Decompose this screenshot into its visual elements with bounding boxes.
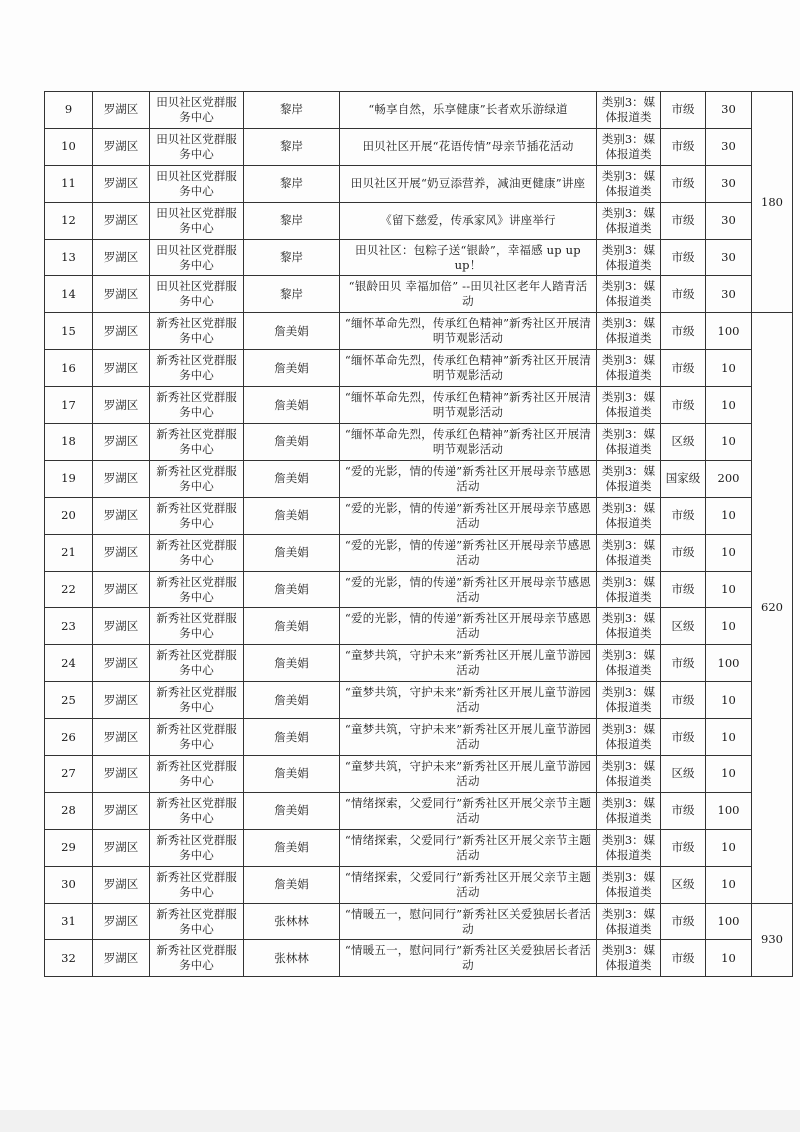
score-cell: 10 bbox=[706, 497, 752, 534]
category-cell: 类别3：媒体报道类 bbox=[597, 387, 661, 424]
row-number: 30 bbox=[45, 866, 93, 903]
district-cell: 罗湖区 bbox=[93, 128, 150, 165]
category-cell: 类别3：媒体报道类 bbox=[597, 608, 661, 645]
category-cell: 类别3：媒体报道类 bbox=[597, 792, 661, 829]
district-cell: 罗湖区 bbox=[93, 276, 150, 313]
table-row bbox=[45, 387, 793, 424]
contact-person-cell: 詹美娟 bbox=[244, 792, 340, 829]
district-cell: 罗湖区 bbox=[93, 497, 150, 534]
district-cell: 罗湖区 bbox=[93, 792, 150, 829]
row-number: 10 bbox=[45, 128, 93, 165]
row-number: 29 bbox=[45, 829, 93, 866]
level-cell: 市级 bbox=[661, 202, 706, 239]
activity-title-cell: 田贝社区开展“花语传情”母亲节插花活动 bbox=[340, 128, 597, 165]
contact-person-cell: 詹美娟 bbox=[244, 387, 340, 424]
organization-cell: 新秀社区党群服务中心 bbox=[150, 903, 244, 940]
score-cell: 100 bbox=[706, 903, 752, 940]
category-cell: 类别3：媒体报道类 bbox=[597, 645, 661, 682]
score-cell: 10 bbox=[706, 571, 752, 608]
district-cell: 罗湖区 bbox=[93, 424, 150, 461]
activity-title-cell: “爱的光影，情的传递”新秀社区开展母亲节感恩活动 bbox=[340, 534, 597, 571]
row-number: 31 bbox=[45, 903, 93, 940]
level-cell: 市级 bbox=[661, 571, 706, 608]
district-cell: 罗湖区 bbox=[93, 350, 150, 387]
organization-cell: 新秀社区党群服务中心 bbox=[150, 350, 244, 387]
row-number: 21 bbox=[45, 534, 93, 571]
activity-title-cell: “情绪探索，父爱同行”新秀社区开展父亲节主题活动 bbox=[340, 829, 597, 866]
district-cell: 罗湖区 bbox=[93, 645, 150, 682]
organization-cell: 新秀社区党群服务中心 bbox=[150, 645, 244, 682]
category-cell: 类别3：媒体报道类 bbox=[597, 829, 661, 866]
table-row bbox=[45, 313, 793, 350]
district-cell: 罗湖区 bbox=[93, 829, 150, 866]
level-cell: 市级 bbox=[661, 276, 706, 313]
table-row bbox=[45, 756, 793, 793]
district-cell: 罗湖区 bbox=[93, 460, 150, 497]
organization-cell: 田贝社区党群服务中心 bbox=[150, 128, 244, 165]
table-row bbox=[45, 460, 793, 497]
organization-cell: 新秀社区党群服务中心 bbox=[150, 940, 244, 977]
row-number: 17 bbox=[45, 387, 93, 424]
district-cell: 罗湖区 bbox=[93, 165, 150, 202]
level-cell: 市级 bbox=[661, 940, 706, 977]
score-cell: 30 bbox=[706, 202, 752, 239]
group-total-cell: 620 bbox=[752, 313, 793, 903]
table-row bbox=[45, 829, 793, 866]
category-cell: 类别3：媒体报道类 bbox=[597, 756, 661, 793]
activity-title-cell: “爱的光影，情的传递”新秀社区开展母亲节感恩活动 bbox=[340, 571, 597, 608]
level-cell: 区级 bbox=[661, 424, 706, 461]
score-cell: 30 bbox=[706, 92, 752, 129]
contact-person-cell: 张林林 bbox=[244, 940, 340, 977]
row-number: 27 bbox=[45, 756, 93, 793]
table-row bbox=[45, 719, 793, 756]
category-cell: 类别3：媒体报道类 bbox=[597, 239, 661, 276]
organization-cell: 田贝社区党群服务中心 bbox=[150, 92, 244, 129]
activity-title-cell: “情暖五一，慰问同行”新秀社区关爱独居长者活动 bbox=[340, 940, 597, 977]
row-number: 24 bbox=[45, 645, 93, 682]
contact-person-cell: 黎岸 bbox=[244, 202, 340, 239]
contact-person-cell: 詹美娟 bbox=[244, 350, 340, 387]
table-row bbox=[45, 608, 793, 645]
level-cell: 市级 bbox=[661, 313, 706, 350]
score-cell: 30 bbox=[706, 276, 752, 313]
group-total-cell: 930 bbox=[752, 903, 793, 977]
activity-title-cell: “缅怀革命先烈，传承红色精神”新秀社区开展清明节观影活动 bbox=[340, 387, 597, 424]
district-cell: 罗湖区 bbox=[93, 571, 150, 608]
level-cell: 市级 bbox=[661, 92, 706, 129]
row-number: 20 bbox=[45, 497, 93, 534]
category-cell: 类别3：媒体报道类 bbox=[597, 92, 661, 129]
category-cell: 类别3：媒体报道类 bbox=[597, 534, 661, 571]
organization-cell: 新秀社区党群服务中心 bbox=[150, 534, 244, 571]
row-number: 16 bbox=[45, 350, 93, 387]
level-cell: 市级 bbox=[661, 497, 706, 534]
score-cell: 100 bbox=[706, 313, 752, 350]
row-number: 26 bbox=[45, 719, 93, 756]
district-cell: 罗湖区 bbox=[93, 866, 150, 903]
score-cell: 100 bbox=[706, 645, 752, 682]
row-number: 12 bbox=[45, 202, 93, 239]
table-row bbox=[45, 866, 793, 903]
level-cell: 市级 bbox=[661, 645, 706, 682]
organization-cell: 新秀社区党群服务中心 bbox=[150, 682, 244, 719]
contact-person-cell: 黎岸 bbox=[244, 239, 340, 276]
row-number: 19 bbox=[45, 460, 93, 497]
organization-cell: 新秀社区党群服务中心 bbox=[150, 424, 244, 461]
district-cell: 罗湖区 bbox=[93, 387, 150, 424]
contact-person-cell: 詹美娟 bbox=[244, 313, 340, 350]
row-number: 13 bbox=[45, 239, 93, 276]
district-cell: 罗湖区 bbox=[93, 682, 150, 719]
level-cell: 市级 bbox=[661, 829, 706, 866]
contact-person-cell: 詹美娟 bbox=[244, 682, 340, 719]
activity-title-cell: “爱的光影，情的传递”新秀社区开展母亲节感恩活动 bbox=[340, 460, 597, 497]
activity-title-cell: “童梦共筑，守护未来”新秀社区开展儿童节游园活动 bbox=[340, 719, 597, 756]
table-row bbox=[45, 571, 793, 608]
contact-person-cell: 詹美娟 bbox=[244, 424, 340, 461]
contact-person-cell: 詹美娟 bbox=[244, 460, 340, 497]
organization-cell: 新秀社区党群服务中心 bbox=[150, 571, 244, 608]
organization-cell: 新秀社区党群服务中心 bbox=[150, 497, 244, 534]
district-cell: 罗湖区 bbox=[93, 756, 150, 793]
contact-person-cell: 张林林 bbox=[244, 903, 340, 940]
level-cell: 区级 bbox=[661, 756, 706, 793]
table-row bbox=[45, 424, 793, 461]
table-row bbox=[45, 165, 793, 202]
category-cell: 类别3：媒体报道类 bbox=[597, 424, 661, 461]
score-cell: 10 bbox=[706, 756, 752, 793]
activity-title-cell: 田贝社区开展“奶豆添营养，减油更健康”讲座 bbox=[340, 165, 597, 202]
district-cell: 罗湖区 bbox=[93, 903, 150, 940]
contact-person-cell: 黎岸 bbox=[244, 92, 340, 129]
organization-cell: 新秀社区党群服务中心 bbox=[150, 313, 244, 350]
table-row bbox=[45, 92, 793, 129]
district-cell: 罗湖区 bbox=[93, 534, 150, 571]
district-cell: 罗湖区 bbox=[93, 239, 150, 276]
district-cell: 罗湖区 bbox=[93, 313, 150, 350]
row-number: 18 bbox=[45, 424, 93, 461]
row-number: 15 bbox=[45, 313, 93, 350]
table-row bbox=[45, 682, 793, 719]
score-cell: 10 bbox=[706, 424, 752, 461]
row-number: 28 bbox=[45, 792, 93, 829]
contact-person-cell: 詹美娟 bbox=[244, 497, 340, 534]
organization-cell: 新秀社区党群服务中心 bbox=[150, 460, 244, 497]
contact-person-cell: 詹美娟 bbox=[244, 719, 340, 756]
category-cell: 类别3：媒体报道类 bbox=[597, 719, 661, 756]
table-row bbox=[45, 645, 793, 682]
category-cell: 类别3：媒体报道类 bbox=[597, 682, 661, 719]
table-row bbox=[45, 792, 793, 829]
row-number: 32 bbox=[45, 940, 93, 977]
category-cell: 类别3：媒体报道类 bbox=[597, 903, 661, 940]
contact-person-cell: 黎岸 bbox=[244, 165, 340, 202]
organization-cell: 新秀社区党群服务中心 bbox=[150, 608, 244, 645]
score-cell: 30 bbox=[706, 239, 752, 276]
category-cell: 类别3：媒体报道类 bbox=[597, 350, 661, 387]
category-cell: 类别3：媒体报道类 bbox=[597, 313, 661, 350]
contact-person-cell: 詹美娟 bbox=[244, 534, 340, 571]
district-cell: 罗湖区 bbox=[93, 719, 150, 756]
level-cell: 市级 bbox=[661, 128, 706, 165]
level-cell: 市级 bbox=[661, 165, 706, 202]
table-row bbox=[45, 903, 793, 940]
level-cell: 国家级 bbox=[661, 460, 706, 497]
contact-person-cell: 詹美娟 bbox=[244, 608, 340, 645]
category-cell: 类别3：媒体报道类 bbox=[597, 866, 661, 903]
contact-person-cell: 詹美娟 bbox=[244, 829, 340, 866]
category-cell: 类别3：媒体报道类 bbox=[597, 202, 661, 239]
table-row bbox=[45, 497, 793, 534]
category-cell: 类别3：媒体报道类 bbox=[597, 460, 661, 497]
activity-title-cell: “情暖五一，慰问同行”新秀社区关爱独居长者活动 bbox=[340, 903, 597, 940]
level-cell: 市级 bbox=[661, 350, 706, 387]
activity-title-cell: “爱的光影，情的传递”新秀社区开展母亲节感恩活动 bbox=[340, 608, 597, 645]
activity-title-cell: “银龄田贝 幸福加倍” --田贝社区老年人踏青活动 bbox=[340, 276, 597, 313]
organization-cell: 新秀社区党群服务中心 bbox=[150, 829, 244, 866]
contact-person-cell: 詹美娟 bbox=[244, 571, 340, 608]
activity-title-cell: 《留下慈爱，传承家风》讲座举行 bbox=[340, 202, 597, 239]
organization-cell: 田贝社区党群服务中心 bbox=[150, 202, 244, 239]
table-row bbox=[45, 202, 793, 239]
category-cell: 类别3：媒体报道类 bbox=[597, 276, 661, 313]
activity-title-cell: “童梦共筑，守护未来”新秀社区开展儿童节游园活动 bbox=[340, 756, 597, 793]
organization-cell: 田贝社区党群服务中心 bbox=[150, 239, 244, 276]
activity-title-cell: “爱的光影，情的传递”新秀社区开展母亲节感恩活动 bbox=[340, 497, 597, 534]
score-cell: 30 bbox=[706, 165, 752, 202]
score-cell: 100 bbox=[706, 792, 752, 829]
level-cell: 市级 bbox=[661, 534, 706, 571]
contact-person-cell: 詹美娟 bbox=[244, 756, 340, 793]
score-cell: 10 bbox=[706, 719, 752, 756]
score-cell: 30 bbox=[706, 128, 752, 165]
score-cell: 10 bbox=[706, 682, 752, 719]
district-cell: 罗湖区 bbox=[93, 92, 150, 129]
organization-cell: 新秀社区党群服务中心 bbox=[150, 756, 244, 793]
organization-cell: 新秀社区党群服务中心 bbox=[150, 719, 244, 756]
table-row bbox=[45, 350, 793, 387]
level-cell: 市级 bbox=[661, 792, 706, 829]
row-number: 25 bbox=[45, 682, 93, 719]
category-cell: 类别3：媒体报道类 bbox=[597, 165, 661, 202]
table-row bbox=[45, 128, 793, 165]
level-cell: 市级 bbox=[661, 239, 706, 276]
table-body bbox=[45, 92, 793, 977]
organization-cell: 新秀社区党群服务中心 bbox=[150, 866, 244, 903]
category-cell: 类别3：媒体报道类 bbox=[597, 128, 661, 165]
organization-cell: 田贝社区党群服务中心 bbox=[150, 165, 244, 202]
score-cell: 200 bbox=[706, 460, 752, 497]
group-total-cell: 180 bbox=[752, 92, 793, 313]
level-cell: 市级 bbox=[661, 719, 706, 756]
score-cell: 10 bbox=[706, 866, 752, 903]
activity-title-cell: “情绪探索，父爱同行”新秀社区开展父亲节主题活动 bbox=[340, 792, 597, 829]
activity-title-cell: “童梦共筑，守护未来”新秀社区开展儿童节游园活动 bbox=[340, 682, 597, 719]
row-number: 14 bbox=[45, 276, 93, 313]
row-number: 22 bbox=[45, 571, 93, 608]
contact-person-cell: 詹美娟 bbox=[244, 866, 340, 903]
row-number: 9 bbox=[45, 92, 93, 129]
district-cell: 罗湖区 bbox=[93, 940, 150, 977]
level-cell: 市级 bbox=[661, 387, 706, 424]
row-number: 11 bbox=[45, 165, 93, 202]
activity-title-cell: 田贝社区：包粽子送“银龄”，幸福感 up up up！ bbox=[340, 239, 597, 276]
activity-title-cell: “情绪探索，父爱同行”新秀社区开展父亲节主题活动 bbox=[340, 866, 597, 903]
category-cell: 类别3：媒体报道类 bbox=[597, 571, 661, 608]
level-cell: 区级 bbox=[661, 608, 706, 645]
contact-person-cell: 黎岸 bbox=[244, 128, 340, 165]
score-table bbox=[44, 91, 793, 977]
table-row bbox=[45, 534, 793, 571]
activity-title-cell: “畅享自然，乐享健康”长者欢乐游绿道 bbox=[340, 92, 597, 129]
row-number: 23 bbox=[45, 608, 93, 645]
district-cell: 罗湖区 bbox=[93, 202, 150, 239]
score-cell: 10 bbox=[706, 829, 752, 866]
score-cell: 10 bbox=[706, 387, 752, 424]
score-cell: 10 bbox=[706, 350, 752, 387]
contact-person-cell: 黎岸 bbox=[244, 276, 340, 313]
level-cell: 市级 bbox=[661, 903, 706, 940]
activity-title-cell: “缅怀革命先烈，传承红色精神”新秀社区开展清明节观影活动 bbox=[340, 313, 597, 350]
table-row bbox=[45, 276, 793, 313]
category-cell: 类别3：媒体报道类 bbox=[597, 940, 661, 977]
category-cell: 类别3：媒体报道类 bbox=[597, 497, 661, 534]
level-cell: 市级 bbox=[661, 682, 706, 719]
score-cell: 10 bbox=[706, 534, 752, 571]
score-cell: 10 bbox=[706, 940, 752, 977]
table-row bbox=[45, 940, 793, 977]
level-cell: 区级 bbox=[661, 866, 706, 903]
activity-title-cell: “缅怀革命先烈，传承红色精神”新秀社区开展清明节观影活动 bbox=[340, 424, 597, 461]
page-bottom-edge bbox=[0, 1110, 800, 1132]
activity-title-cell: “缅怀革命先烈，传承红色精神”新秀社区开展清明节观影活动 bbox=[340, 350, 597, 387]
score-cell: 10 bbox=[706, 608, 752, 645]
organization-cell: 田贝社区党群服务中心 bbox=[150, 276, 244, 313]
activity-title-cell: “童梦共筑，守护未来”新秀社区开展儿童节游园活动 bbox=[340, 645, 597, 682]
organization-cell: 新秀社区党群服务中心 bbox=[150, 387, 244, 424]
district-cell: 罗湖区 bbox=[93, 608, 150, 645]
table-row bbox=[45, 239, 793, 276]
contact-person-cell: 詹美娟 bbox=[244, 645, 340, 682]
organization-cell: 新秀社区党群服务中心 bbox=[150, 792, 244, 829]
